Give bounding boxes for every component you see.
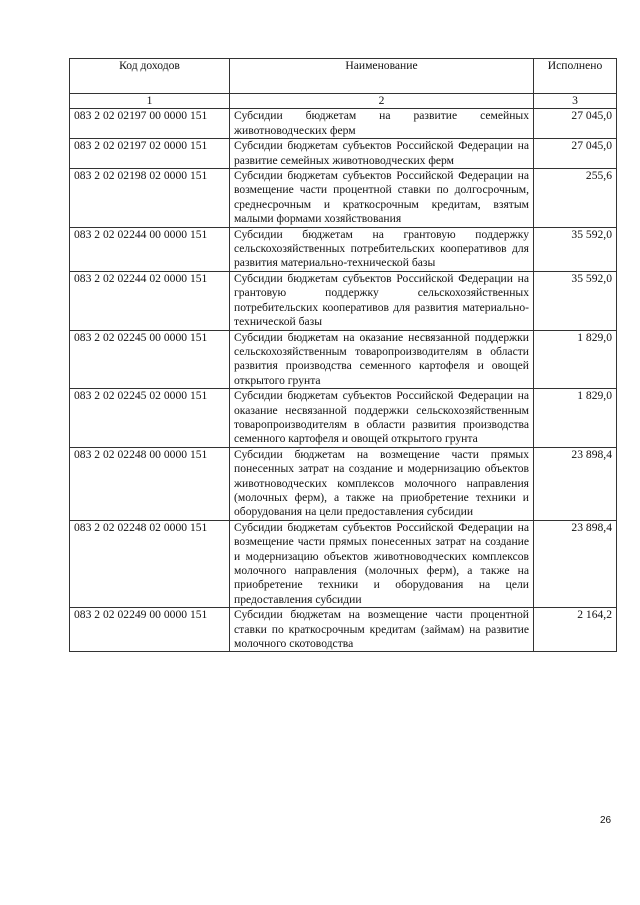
table-row	[70, 330, 617, 389]
income-code: 083 2 02 02248 02 0000 151	[70, 520, 230, 607]
header-done: Исполнено	[534, 59, 617, 94]
income-code: 083 2 02 02244 02 0000 151	[70, 271, 230, 330]
income-name: Субсидии бюджетам субъектов Российской Федерации на оказание несвязанной поддержки сельскохозяйственным товаропроизводителям в области развития производства семенного картофеля и овощей открытого грунта	[230, 389, 534, 448]
income-name: Субсидии бюджетам на развитие семейных животноводческих ферм	[230, 109, 534, 139]
income-amount: 23 898,4	[534, 447, 617, 520]
table-row	[70, 447, 617, 520]
column-number-row	[70, 94, 617, 109]
income-name: Субсидии бюджетам субъектов Российской Федерации на возмещение части прямых понесенных затрат на создание и модернизацию объектов животноводческих комплексов молочного направления (молочных ферм), а также на приобретение техники и оборудования на цели предоставления субсидии	[230, 520, 534, 607]
col-number-3: 3	[534, 94, 617, 109]
col-number-1: 1	[70, 94, 230, 109]
income-name: Субсидии бюджетам субъектов Российской Федерации на возмещение части процентной ставки по долгосрочным, среднесрочным и краткосрочным кредитам, взятым малыми формами хозяйствования	[230, 169, 534, 228]
income-amount: 2 164,2	[534, 608, 617, 652]
income-code: 083 2 02 02245 02 0000 151	[70, 389, 230, 448]
income-code: 083 2 02 02198 02 0000 151	[70, 169, 230, 228]
header-code: Код доходов	[70, 59, 230, 94]
page-number: 26	[600, 815, 612, 826]
table-row	[70, 109, 617, 139]
income-code: 083 2 02 02245 00 0000 151	[70, 330, 230, 389]
income-code: 083 2 02 02197 00 0000 151	[70, 109, 230, 139]
income-name: Субсидии бюджетам на возмещение части процентной ставки по краткосрочным кредитам (займам) на развитие молочного скотоводства	[230, 608, 534, 652]
income-name: Субсидии бюджетам на грантовую поддержку сельскохозяйственных потребительских кооперативов для развития материально-технической базы	[230, 227, 534, 271]
income-name: Субсидии бюджетам на оказание несвязанной поддержки сельскохозяйственным товаропроизводителям в области развития производства семенного картофеля и овощей открытого грунта	[230, 330, 534, 389]
income-amount: 255,6	[534, 169, 617, 228]
revenue-table	[69, 58, 617, 652]
header-row	[70, 59, 617, 94]
income-code: 083 2 02 02197 02 0000 151	[70, 139, 230, 169]
table-row	[70, 169, 617, 228]
table-row	[70, 520, 617, 607]
income-code: 083 2 02 02249 00 0000 151	[70, 608, 230, 652]
income-amount: 35 592,0	[534, 227, 617, 271]
income-amount: 1 829,0	[534, 330, 617, 389]
income-amount: 27 045,0	[534, 109, 617, 139]
header-name: Наименование	[230, 59, 534, 94]
income-amount: 1 829,0	[534, 389, 617, 448]
table-row	[70, 139, 617, 169]
table-row	[70, 389, 617, 448]
income-name: Субсидии бюджетам на возмещение части прямых понесенных затрат на создание и модернизацию объектов животноводческих комплексов молочного направления (молочных ферм), а также на приобретение техники и оборудования на цели предоставления субсидии	[230, 447, 534, 520]
col-number-2: 2	[230, 94, 534, 109]
income-code: 083 2 02 02248 00 0000 151	[70, 447, 230, 520]
table-body	[70, 109, 617, 652]
income-name: Субсидии бюджетам субъектов Российской Федерации на грантовую поддержку сельскохозяйственных потребительских кооперативов для развития материально-технической базы	[230, 271, 534, 330]
income-name: Субсидии бюджетам субъектов Российской Федерации на развитие семейных животноводческих ферм	[230, 139, 534, 169]
income-amount: 27 045,0	[534, 139, 617, 169]
table-row	[70, 271, 617, 330]
table-row	[70, 227, 617, 271]
income-amount: 23 898,4	[534, 520, 617, 607]
table-row	[70, 608, 617, 652]
income-amount: 35 592,0	[534, 271, 617, 330]
income-code: 083 2 02 02244 00 0000 151	[70, 227, 230, 271]
